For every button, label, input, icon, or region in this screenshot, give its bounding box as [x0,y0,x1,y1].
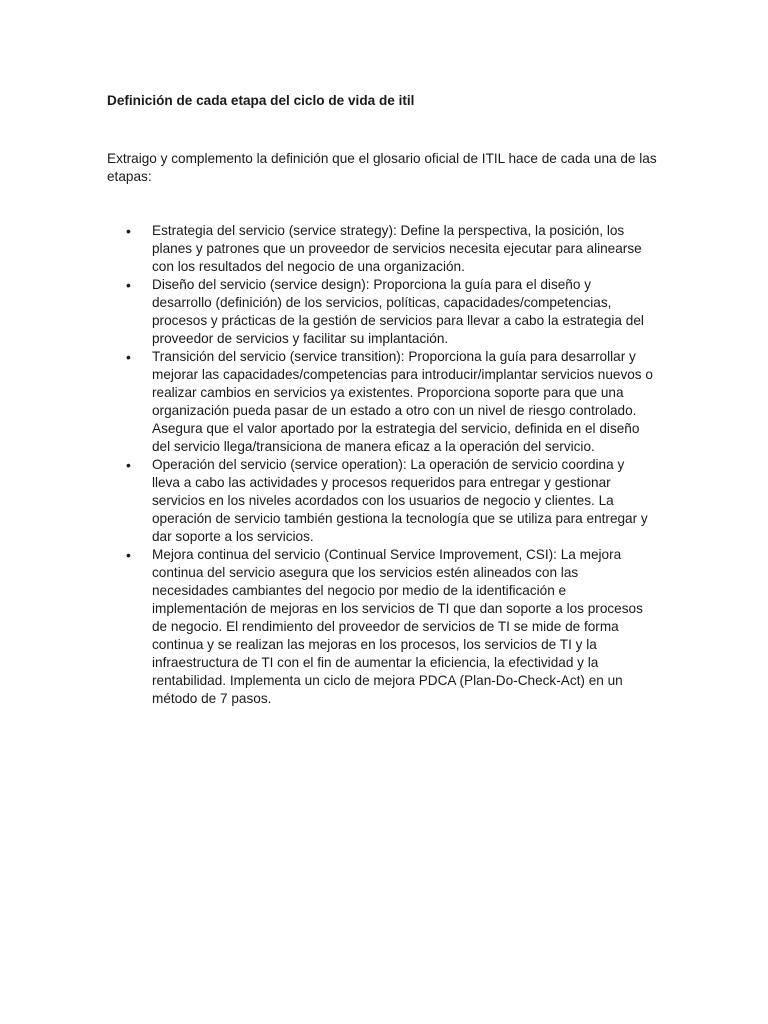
intro-paragraph: Extraigo y complemento la definición que el glosario oficial de ITIL hace de cada una de las etapas: [107,151,657,184]
stage-list [0,222,672,708]
list-item-line: procesos y prácticas de la gestión de servicios para llevar a cabo la estrategia del [152,313,644,328]
list-item-line: realizar cambios en servicios ya existentes. Proporciona soporte para que una [152,385,624,400]
list-item [0,276,672,348]
list-item-line: continua del servicio asegura que los servicios estén alineados con las [152,565,579,580]
list-item-line: con los resultados del negocio de una organización. [152,259,465,274]
list-item-line: Mejora continua del servicio (Continual Service Improvement, CSI): La mejora [152,547,622,562]
list-item-line: Asegura que el valor aportado por la estrategia del servicio, definida en el diseño [152,421,640,436]
list-item-line: organización pueda pasar de un estado a otro con un nivel de riesgo controlado. [152,403,637,418]
list-item-line: lleva a cabo las actividades y procesos requeridos para entregar y gestionar [152,475,611,490]
list-item-line: operación de servicio también gestiona la tecnología que se utiliza para entregar y [152,511,648,526]
list-item-line: infraestructura de TI con el fin de aumentar la eficiencia, la efectividad y la [152,655,599,670]
list-item-line: Diseño del servicio (service design): Proporciona la guía para el diseño y [152,277,592,292]
bullet-icon: • [126,457,131,473]
list-item-line: método de 7 pasos. [152,691,272,706]
list-item-line: Transición del servicio (service transition): Proporciona la guía para desarrollar y [152,349,636,364]
bullet-icon: • [126,223,131,239]
list-item-line: necesidades cambiantes del negocio por medio de la identificación e [152,583,567,598]
list-item-line: rentabilidad. Implementa un ciclo de mejora PDCA (Plan-Do-Check-Act) en un [152,673,623,688]
list-item-line: del servicio llega/transiciona de manera eficaz a la operación del servicio. [152,439,595,454]
list-item-line: mejorar las capacidades/competencias para introducir/implantar servicios nuevos o [152,367,653,382]
list-item-line: Estrategia del servicio (service strategy): Define la perspectiva, la posición, los [152,223,625,238]
bullet-icon: • [126,547,131,563]
bullet-icon: • [126,277,131,293]
list-item-line: planes y patrones que un proveedor de servicios necesita ejecutar para alinearse [152,241,642,256]
list-item [0,348,672,456]
list-item-line: dar soporte a los servicios. [152,529,314,544]
list-item-line: desarrollo (definición) de los servicios, políticas, capacidades/competencias, [152,295,612,310]
list-item-line: implementación de mejoras en los servicios de TI que dan soporte a los procesos [152,601,643,616]
list-item [0,222,672,276]
list-item-line: Operación del servicio (service operation): La operación de servicio coordina y [152,457,625,472]
list-item-line: servicios en los niveles acordados con los usuarios de negocio y clientes. La [152,493,614,508]
list-item [0,456,672,546]
document-title: Definición de cada etapa del ciclo de vida de itil [107,93,415,108]
list-item-line: de negocio. El rendimiento del proveedor de servicios de TI se mide de forma [152,619,619,634]
list-item-line: proveedor de servicios y facilitar su implantación. [152,331,449,346]
list-item [0,546,672,708]
list-item-line: continua y se realizan las mejoras en los procesos, los servicios de TI y la [152,637,597,652]
bullet-icon: • [126,349,131,365]
